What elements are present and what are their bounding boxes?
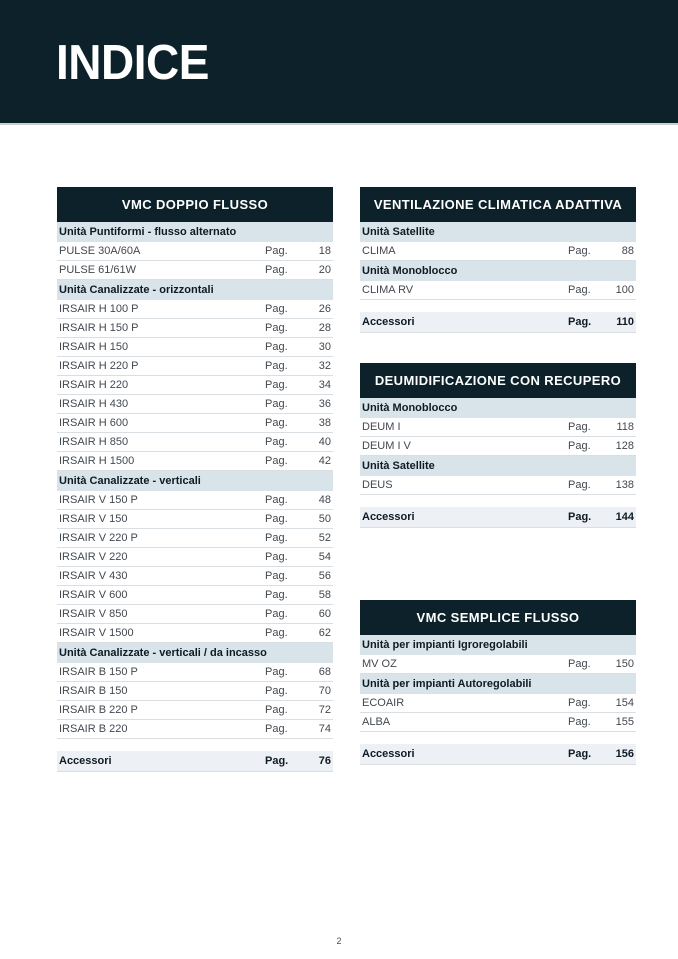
entry-label: Accessori xyxy=(59,754,112,767)
entry-page-number: 52 xyxy=(318,531,331,544)
index-entry-row[interactable] xyxy=(57,319,333,338)
entry-page-number: 56 xyxy=(318,569,331,582)
entry-page-number: 155 xyxy=(615,715,634,728)
entry-page-number: 48 xyxy=(318,493,331,506)
pag-label: Pag. xyxy=(265,588,288,601)
pag-label: Pag. xyxy=(568,420,591,433)
index-entry-row[interactable] xyxy=(57,395,333,414)
entry-page-number: 156 xyxy=(615,747,634,760)
entry-page-number: 76 xyxy=(318,754,331,767)
entry-label: ECOAIR xyxy=(362,696,405,709)
entry-label: IRSAIR H 600 xyxy=(59,416,129,429)
entry-label: DEUM I xyxy=(362,420,401,433)
pag-label: Pag. xyxy=(265,321,288,334)
pag-label: Pag. xyxy=(568,657,591,670)
index-entry-row[interactable] xyxy=(57,624,333,643)
entry-label: CLIMA RV xyxy=(362,283,414,296)
entry-label: IRSAIR V 150 P xyxy=(59,493,138,506)
entry-page-number: 68 xyxy=(318,665,331,678)
entry-label: Accessori xyxy=(362,747,415,760)
index-entry-row[interactable] xyxy=(360,744,636,765)
entry-page-number: 30 xyxy=(318,340,331,353)
entry-label: Accessori xyxy=(362,315,415,328)
section-header-row xyxy=(360,261,636,281)
entry-page-number: 32 xyxy=(318,359,331,372)
pag-label: Pag. xyxy=(265,569,288,582)
pag-label: Pag. xyxy=(568,696,591,709)
pag-label: Pag. xyxy=(265,550,288,563)
index-entry-row[interactable] xyxy=(360,418,636,437)
entry-label: IRSAIR B 150 P xyxy=(59,665,138,678)
pag-label: Pag. xyxy=(265,416,288,429)
pag-label: Pag. xyxy=(265,703,288,716)
entry-label: CLIMA xyxy=(362,244,396,257)
entry-page-number: 26 xyxy=(318,302,331,315)
index-entry-row[interactable] xyxy=(360,281,636,300)
index-entry-row[interactable] xyxy=(57,567,333,586)
table-spacer xyxy=(360,732,636,744)
index-content xyxy=(57,187,636,772)
page-footer xyxy=(0,936,678,946)
table-spacer xyxy=(57,739,333,751)
pag-label: Pag. xyxy=(265,244,288,257)
entry-page-number: 118 xyxy=(616,420,634,433)
index-entry-row[interactable] xyxy=(360,312,636,333)
index-entry-row[interactable] xyxy=(57,452,333,471)
entry-page-number: 150 xyxy=(615,657,634,670)
entry-label: IRSAIR V 220 xyxy=(59,550,128,563)
entry-label: DEUS xyxy=(362,478,393,491)
entry-page-number: 128 xyxy=(615,439,634,452)
entry-label: IRSAIR V 850 xyxy=(59,607,128,620)
entry-page-number: 58 xyxy=(318,588,331,601)
pag-label: Pag. xyxy=(568,315,592,328)
entry-label: MV OZ xyxy=(362,657,397,670)
entry-page-number: 110 xyxy=(616,315,634,328)
entry-label: IRSAIR B 220 P xyxy=(59,703,138,716)
pag-label: Pag. xyxy=(265,340,288,353)
pag-label: Pag. xyxy=(265,512,288,525)
index-entry-row[interactable] xyxy=(360,655,636,674)
index-entry-row[interactable] xyxy=(57,529,333,548)
pag-label: Pag. xyxy=(265,607,288,620)
page-masthead xyxy=(0,0,678,125)
entry-label: IRSAIR V 150 xyxy=(59,512,128,525)
entry-page-number: 72 xyxy=(318,703,331,716)
section-label: Unità Puntiformi - flusso alternato xyxy=(59,225,237,238)
table-title: VMC SEMPLICE FLUSSO xyxy=(360,600,636,635)
index-entry-row[interactable] xyxy=(57,338,333,357)
pag-label: Pag. xyxy=(265,378,288,391)
entry-label: IRSAIR V 1500 xyxy=(59,626,134,639)
entry-label: DEUM I V xyxy=(362,439,411,452)
entry-page-number: 18 xyxy=(318,244,331,257)
section-header-row xyxy=(57,471,333,491)
index-entry-row[interactable] xyxy=(57,510,333,529)
entry-page-number: 34 xyxy=(318,378,331,391)
index-entry-row[interactable] xyxy=(57,242,333,261)
entry-label: PULSE 61/61W xyxy=(59,263,137,276)
section-header-row xyxy=(360,456,636,476)
pag-label: Pag. xyxy=(568,283,591,296)
table-spacer xyxy=(360,300,636,312)
entry-page-number: 36 xyxy=(318,397,331,410)
section-label: Unità per impianti Autoregolabili xyxy=(362,677,532,690)
pag-label: Pag. xyxy=(568,439,591,452)
entry-page-number: 62 xyxy=(318,626,331,639)
section-label: Unità Satellite xyxy=(362,459,435,472)
section-label: Unità Monoblocco xyxy=(362,401,458,414)
index-entry-row[interactable] xyxy=(360,242,636,261)
index-entry-row[interactable] xyxy=(360,694,636,713)
section-label: Unità Canalizzate - verticali xyxy=(59,474,201,487)
index-entry-row[interactable] xyxy=(57,586,333,605)
pag-label: Pag. xyxy=(265,493,288,506)
entry-label: IRSAIR B 150 xyxy=(59,684,128,697)
pag-label: Pag. xyxy=(265,263,288,276)
entry-label: IRSAIR H 220 P xyxy=(59,359,139,372)
entry-label: ALBA xyxy=(362,715,391,728)
index-column-right xyxy=(360,187,636,772)
entry-page-number: 154 xyxy=(615,696,634,709)
index-entry-row[interactable] xyxy=(360,476,636,495)
pag-label: Pag. xyxy=(265,531,288,544)
entry-page-number: 100 xyxy=(615,283,634,296)
entry-page-number: 74 xyxy=(318,722,331,735)
pag-label: Pag. xyxy=(265,684,288,697)
index-table xyxy=(360,600,636,765)
page-number: 2 xyxy=(336,936,342,946)
table-title: DEUMIDIFICAZIONE CON RECUPERO xyxy=(360,363,636,398)
index-entry-row[interactable] xyxy=(57,491,333,510)
section-header-row xyxy=(360,635,636,655)
index-entry-row[interactable] xyxy=(57,433,333,452)
pag-label: Pag. xyxy=(265,359,288,372)
section-header-row xyxy=(57,280,333,300)
section-label: Unità Satellite xyxy=(362,225,435,238)
index-entry-row[interactable] xyxy=(57,300,333,319)
entry-page-number: 144 xyxy=(615,510,634,523)
index-entry-row[interactable] xyxy=(57,663,333,682)
index-entry-row[interactable] xyxy=(57,701,333,720)
entry-label: IRSAIR B 220 xyxy=(59,722,128,735)
entry-label: Accessori xyxy=(362,510,415,523)
entry-page-number: 28 xyxy=(318,321,331,334)
pag-label: Pag. xyxy=(265,435,288,448)
entry-label: IRSAIR V 430 xyxy=(59,569,128,582)
index-entry-row[interactable] xyxy=(57,414,333,433)
index-entry-row[interactable] xyxy=(57,548,333,567)
section-label: Unità Monoblocco xyxy=(362,264,458,277)
table-title: VENTILAZIONE CLIMATICA ADATTIVA xyxy=(360,187,636,222)
entry-page-number: 40 xyxy=(318,435,331,448)
index-entry-row[interactable] xyxy=(57,376,333,395)
entry-page-number: 60 xyxy=(318,607,331,620)
index-entry-row[interactable] xyxy=(360,507,636,528)
pag-label: Pag. xyxy=(568,715,591,728)
entry-page-number: 70 xyxy=(318,684,331,697)
index-entry-row[interactable] xyxy=(57,357,333,376)
entry-page-number: 54 xyxy=(318,550,331,563)
section-label: Unità per impianti Igroregolabili xyxy=(362,638,528,651)
index-entry-row[interactable] xyxy=(57,605,333,624)
section-header-row xyxy=(57,222,333,242)
pag-label: Pag. xyxy=(265,454,288,467)
entry-label: IRSAIR V 220 P xyxy=(59,531,138,544)
table-title: VMC DOPPIO FLUSSO xyxy=(57,187,333,222)
entry-label: IRSAIR H 100 P xyxy=(59,302,139,315)
pag-label: Pag. xyxy=(265,626,288,639)
index-entry-row[interactable] xyxy=(360,437,636,456)
entry-page-number: 88 xyxy=(621,244,634,257)
section-header-row xyxy=(360,674,636,694)
entry-label: IRSAIR H 150 xyxy=(59,340,129,353)
section-label: Unità Canalizzate - verticali / da incasso xyxy=(59,646,267,659)
section-header-row xyxy=(360,222,636,242)
entry-label: IRSAIR H 1500 xyxy=(59,454,135,467)
entry-label: IRSAIR V 600 xyxy=(59,588,128,601)
pag-label: Pag. xyxy=(265,754,289,767)
pag-label: Pag. xyxy=(568,478,591,491)
index-entry-row[interactable] xyxy=(57,261,333,280)
pag-label: Pag. xyxy=(265,665,288,678)
pag-label: Pag. xyxy=(568,244,591,257)
entry-page-number: 138 xyxy=(615,478,634,491)
index-entry-row[interactable] xyxy=(57,720,333,739)
entry-page-number: 20 xyxy=(318,263,331,276)
table-spacer xyxy=(360,495,636,507)
entry-page-number: 42 xyxy=(318,454,331,467)
index-column-left xyxy=(57,187,333,772)
pag-label: Pag. xyxy=(265,397,288,410)
index-entry-row[interactable] xyxy=(57,751,333,772)
index-entry-row[interactable] xyxy=(360,713,636,732)
entry-label: PULSE 30A/60A xyxy=(59,244,141,257)
pag-label: Pag. xyxy=(568,510,592,523)
entry-page-number: 50 xyxy=(318,512,331,525)
pag-label: Pag. xyxy=(265,302,288,315)
index-table xyxy=(360,363,636,528)
pag-label: Pag. xyxy=(568,747,592,760)
section-header-row xyxy=(360,398,636,418)
entry-label: IRSAIR H 850 xyxy=(59,435,129,448)
index-entry-row[interactable] xyxy=(57,682,333,701)
entry-label: IRSAIR H 430 xyxy=(59,397,129,410)
entry-page-number: 38 xyxy=(318,416,331,429)
page-title: INDICE xyxy=(56,33,209,90)
index-table xyxy=(57,187,333,772)
entry-label: IRSAIR H 220 xyxy=(59,378,129,391)
index-table xyxy=(360,187,636,333)
section-label: Unità Canalizzate - orizzontali xyxy=(59,283,214,296)
entry-label: IRSAIR H 150 P xyxy=(59,321,139,334)
pag-label: Pag. xyxy=(265,722,288,735)
section-header-row xyxy=(57,643,333,663)
